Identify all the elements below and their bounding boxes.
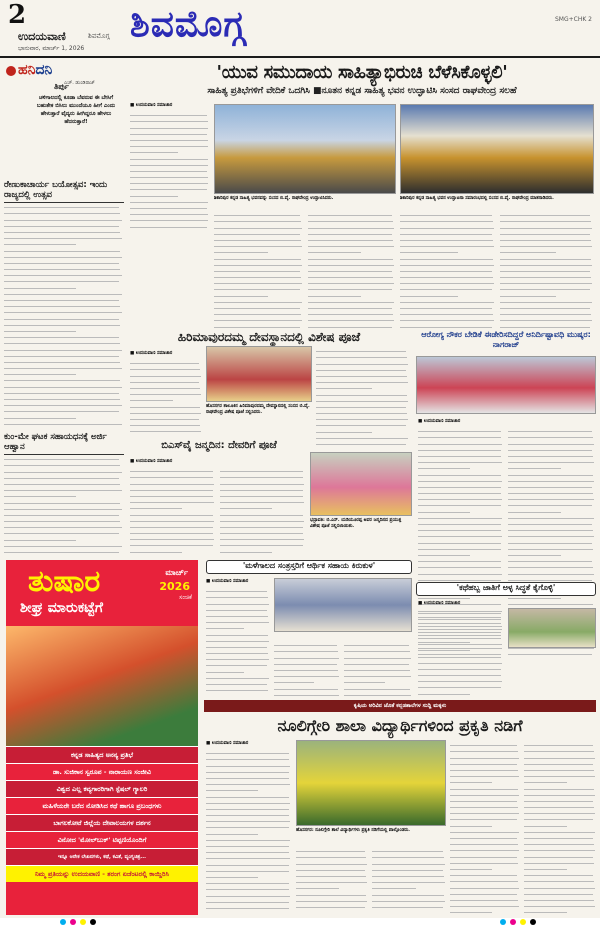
fest-photo xyxy=(274,578,412,632)
text-line xyxy=(4,547,119,553)
fest-body-3 xyxy=(344,640,412,696)
school-body-1 xyxy=(206,748,292,914)
fest-body-2 xyxy=(274,640,340,696)
brand-edition: ಶಿವಮೊಗ್ಗ xyxy=(88,32,110,40)
text-line xyxy=(400,321,492,327)
hanidani-title: ಹನಿದನಿ xyxy=(18,62,53,78)
bsy-body-2 xyxy=(220,466,306,556)
hanidani-byline: ಎಚ್. ಡುಂಡಿರಾಜ್ xyxy=(64,80,95,86)
health-headline: ಆರೋಗ್ಯ ನೌಕರ ಬೇಡಿಕೆ ಈಡೇರಿಸದಿದ್ದರೆ ಅನಿರ್ದಿಷ್ಟಾವಧಿ ಮುಷ್ಕರ: ನಾಗರಾಜ್ xyxy=(421,330,591,349)
ad-row: ಇನ್ನೂ ಅನೇಕ ಲೇಖನಗಳು, ಕಥೆ, ಕವಿತೆ, ವ್ಯಂಗ್ಯಚಿತ್ರ... xyxy=(6,848,198,865)
ad-year: 2026 xyxy=(159,580,190,593)
ad-row: ವಿನೋದ 'ಮೋಲ್‌ಬುಕ್' ಟಿಪ್ಪಣಿಯೊಂದಿಗೆ xyxy=(6,831,198,848)
text-line xyxy=(508,649,592,655)
registration-mark xyxy=(70,919,76,925)
fest-body-1 xyxy=(206,586,270,696)
city-title: ಶಿವಮೊಗ್ಗ xyxy=(130,3,246,45)
registration-mark xyxy=(520,919,526,925)
school-body-4 xyxy=(450,740,520,914)
school-body-5 xyxy=(524,740,596,914)
ad-contents-list xyxy=(6,746,198,882)
poem-text: ಚಳಿಗಾಲದಲ್ಲಿ ಕೂಡಾ ಬೆವರುವ ಈ ಬೇಸಿಗೆ ಬಹುತೇಕ ಬಿಸಿಲು ಮುಂದೆಯೂ ಹೀಗೆ ಎಂದು ಹೇಳುತ್ತಾರೆ ವೈದ್ಯರು ಹೀಗಿದ್ದರೂ ಹೇಳಲು ಹೆದರುತ್ತಾರೆ! xyxy=(36,95,116,125)
ad-title: ತುಷಾರ xyxy=(28,564,101,599)
bsy-byline: ■ ಉದಯವಾಣಿ ಸಮಾಚಾರ xyxy=(130,459,173,464)
ad-row: ಕನ್ನಡ ಸಾಹಿತ್ಯದ ಅನನ್ಯ ಪ್ರತಿಭೆ xyxy=(6,746,198,763)
text-line xyxy=(524,907,567,913)
left-story-1-body xyxy=(4,202,124,430)
temple-byline: ■ ಉದಯವಾಣಿ ಸಮಾಚಾರ xyxy=(130,351,173,356)
ad-row: ಬಾಗಲಕೋಟೆ ಜಿಲ್ಲೆಯ ದೇವಾಲಯಗಳ ದರ್ಶನ xyxy=(6,814,198,831)
ad-row: ನಿಮ್ಮ ಪ್ರತಿಯನ್ನು ಉದಯವಾಣಿ - ತರಂಗ ಏಜೆಂಟರಲ್ಲಿ ಕಾಯ್ದಿರಿಸಿ xyxy=(6,865,198,882)
lead-body-col-1 xyxy=(130,110,210,230)
lead-subhead: ಸಾಹಿತ್ಯ ಪ್ರತಿಭೆಗಳಿಗೆ ವೇದಿಕೆ ಒದಗಿಸಿ ■ನೂತನ ಕನ್ನಡ ಸಾಹಿತ್ಯ ಭವನ ಉದ್ಘಾಟಿಸಿ ಸಂಸದ ರಾಘವೇಂದ್ರ ಸಲಹೆ xyxy=(207,86,517,96)
ad-row: ಡಾ. ಸುಜಿಕಾನ ಸ್ವರೂಪ - ನಾರಾಯಣ ಸಂಜೀವಿ xyxy=(6,763,198,780)
school-photo xyxy=(296,740,446,826)
ad-issue: ಸಂಚಿಕೆ xyxy=(179,594,192,601)
temple-body-2 xyxy=(316,346,410,446)
school-caption: ಹೊಸನಗರ: ನೂಲಿಗ್ಗೇರಿ ಶಾಲೆ ವಿದ್ಯಾರ್ಥಿಗಳು ಪ್ರಕೃತಿ ನಡಿಗೆಯಲ್ಲಿ ಪಾಲ್ಗೊಂಡರು. xyxy=(296,828,410,833)
kids-byline: ■ ಉದಯವಾಣಿ ಸಮಾಚಾರ xyxy=(418,601,461,606)
temple-caption: ಹೊಸನಗರ ತಾಲೂಕಿನ ಹಿರಿಮಾವುರದಮ್ಮ ದೇವಸ್ಥಾನದಲ್ಲಿ ಸಂಸದ ಬಿ.ವೈ. ರಾಘವೇಂದ್ರ ವಿಶೇಷ ಪೂಜೆ ಸಲ್ಲಿಸಿದರು. xyxy=(206,404,310,415)
ad-month: ಮಾರ್ಚ್ xyxy=(165,568,188,577)
health-byline: ■ ಉದಯವಾಣಿ ಸಮಾಚಾರ xyxy=(418,419,461,424)
drop-icon xyxy=(6,66,16,76)
left-story-1-headline: ರೇಣುಕಾಚಾರ್ಯ ಬಯೋತ್ಸವ: ಇಂದು ರಾಜ್ಯದಲ್ಲಿ ಉತ್ಸವ xyxy=(4,180,124,203)
school-body-2 xyxy=(296,846,368,914)
registration-mark xyxy=(60,919,66,925)
left-story-2-body xyxy=(4,454,124,554)
dateline: ಭಾನುವಾರ, ಮಾರ್ಚ್ 1, 2026 xyxy=(18,45,85,52)
kids-photo xyxy=(508,608,596,648)
lead-body-col-4 xyxy=(400,210,496,328)
text-line xyxy=(450,907,492,913)
text-line xyxy=(214,321,300,327)
lead-body-col-5 xyxy=(500,210,594,328)
ad-dancer-image xyxy=(6,626,198,746)
temple-photo xyxy=(206,346,312,402)
school-body-3 xyxy=(372,846,446,914)
text-line xyxy=(4,419,122,425)
ad-subtitle: ಶೀಘ್ರ ಮಾರುಕಟ್ಟೆಗೆ xyxy=(20,600,103,616)
text-line xyxy=(130,426,201,432)
edition-code: SMG+CHK 2 xyxy=(554,16,592,23)
text-line xyxy=(500,321,590,327)
text-line xyxy=(206,903,289,909)
text-line xyxy=(130,221,207,227)
brand-name: ಉದಯವಾಣಿ xyxy=(18,30,66,43)
lead-body-col-2 xyxy=(214,210,304,328)
banner-strip: ಕೃಷಿಯ ಅರಿವಿನ ಜೊತೆ ಕನ್ನಡಶಾಲೆಗಳ ಸುದ್ದಿ ಮಕ್ಕಳು xyxy=(204,700,596,712)
health-photo xyxy=(416,356,596,414)
lead-photo-1 xyxy=(214,104,396,194)
text-line xyxy=(130,546,182,552)
lead-headline: 'ಯುವ ಸಮುದಾಯ ಸಾಹಿತ್ಯಾಭಿರುಚಿ ಬೆಳೆಸಿಕೊಳ್ಳಲಿ' xyxy=(216,62,508,83)
school-byline: ■ ಉದಯವಾಣಿ ಸಮಾಚಾರ xyxy=(206,741,249,746)
kids-headline: 'ಕಥೆಹಬ್ಬ ಜಾತಿಗೆ ಅಳ್ಳ ಸಿದ್ಧತೆ ಕೈಗೊಳ್ಳಿ' xyxy=(416,582,596,596)
left-column xyxy=(4,60,124,555)
school-headline: ನೂಲಿಗ್ಗೇರಿ ಶಾಲಾ ವಿದ್ಯಾರ್ಥಿಗಳಿಂದ ಪ್ರಕೃತಿ ನಡಿಗೆ xyxy=(277,716,523,735)
text-line xyxy=(418,688,470,694)
left-story-2-headline: ಕುಂ-ಮೇ ಘಟಕ ಸಹಾಯಧನಕ್ಕೆ ಅರ್ಜಿ ಆಹ್ವಾನ xyxy=(4,432,124,455)
lead-caption-2: ಶಿಕಾರಿಪುರ ಕನ್ನಡ ಸಾಹಿತ್ಯ ಭವನ ಉದ್ಘಾಟನಾ ಸಮಾರಂಭದಲ್ಲಿ ಸಂಸದ ಬಿ.ವೈ. ರಾಘವೇಂದ್ರ ಮಾತನಾಡಿದರು. xyxy=(400,196,554,201)
text-line xyxy=(220,546,272,552)
text-line xyxy=(372,902,443,908)
tushara-advertisement[interactable] xyxy=(6,560,198,915)
poem-title: ತಿರ್ಪು xyxy=(54,82,69,91)
fest-headline: 'ಮಳೆಗಾಲದ ಸಂತ್ರಸ್ತರಿಗೆ ಆರ್ಥಿಕ ಸಹಾಯ ಕಿರುಕುಳ' xyxy=(206,560,412,574)
temple-body-1 xyxy=(130,358,202,438)
bsy-caption: ಭದ್ರಾವತಿ: ಬಿ.ಎಸ್. ಯಡಿಯೂರಪ್ಪ ಅವರ ಜನ್ಮದಿನದ ಪ್ರಯುಕ್ತ ವಿಶೇಷ ಪೂಜೆ ಸಲ್ಲಿಸಲಾಯಿತು. xyxy=(310,518,402,529)
lead-body-col-3 xyxy=(308,210,396,328)
page-number: 2 xyxy=(8,0,27,30)
text-line xyxy=(206,685,268,691)
registration-mark xyxy=(500,919,506,925)
lead-photo-2 xyxy=(400,104,594,194)
kids-body-1 xyxy=(418,608,504,696)
text-line xyxy=(308,321,392,327)
text-line xyxy=(344,690,411,696)
ad-row: ಮಹಿಳೆಯರೇ ಬರೆದ ನೋಡಿಸಿದ ಕಥೆ ಹಾಗೂ ಪ್ರಬಂಧಗಳು xyxy=(6,797,198,814)
temple-headline: ಹಿರಿಮಾವುರದಮ್ಮ ದೇವಸ್ಥಾನದಲ್ಲಿ ವಿಶೇಷ ಪೂಜೆ xyxy=(177,330,361,344)
lead-caption-1: ಶಿಕಾರಿಪುರ ಕನ್ನಡ ಸಾಹಿತ್ಯ ಭವನವನ್ನು ಸಂಸದ ಬಿ.ವೈ. ರಾಘವೇಂದ್ರ ಉದ್ಘಾಟಿಸಿದರು. xyxy=(214,196,334,201)
registration-mark xyxy=(510,919,516,925)
registration-mark xyxy=(530,919,536,925)
text-line xyxy=(296,902,365,908)
masthead-rule xyxy=(0,56,600,58)
masthead xyxy=(0,0,600,56)
text-line xyxy=(274,690,339,696)
ad-row: ವಿಶ್ವದ ಎಲ್ಲ ಕವ್ಯಗಾರರಿಗಾಗಿ ಸ್ಪೆಷಲ್ ಗ್ಯಾಲರಿ xyxy=(6,780,198,797)
bsy-body-1 xyxy=(130,466,216,556)
bsy-headline: ಬಿಎಸ್‌ವೈ ಜನ್ಮದಿನ: ದೇವರಿಗೆ ಪೂಜೆ xyxy=(161,440,277,451)
lead-byline: ■ ಉದಯವಾಣಿ ಸಮಾಚಾರ xyxy=(130,103,173,108)
bsy-photo xyxy=(310,452,412,516)
text-line xyxy=(316,439,406,445)
fest-byline: ■ ಉದಯವಾಣಿ ಸಮಾಚಾರ xyxy=(206,579,249,584)
registration-mark xyxy=(90,919,96,925)
registration-mark xyxy=(80,919,86,925)
